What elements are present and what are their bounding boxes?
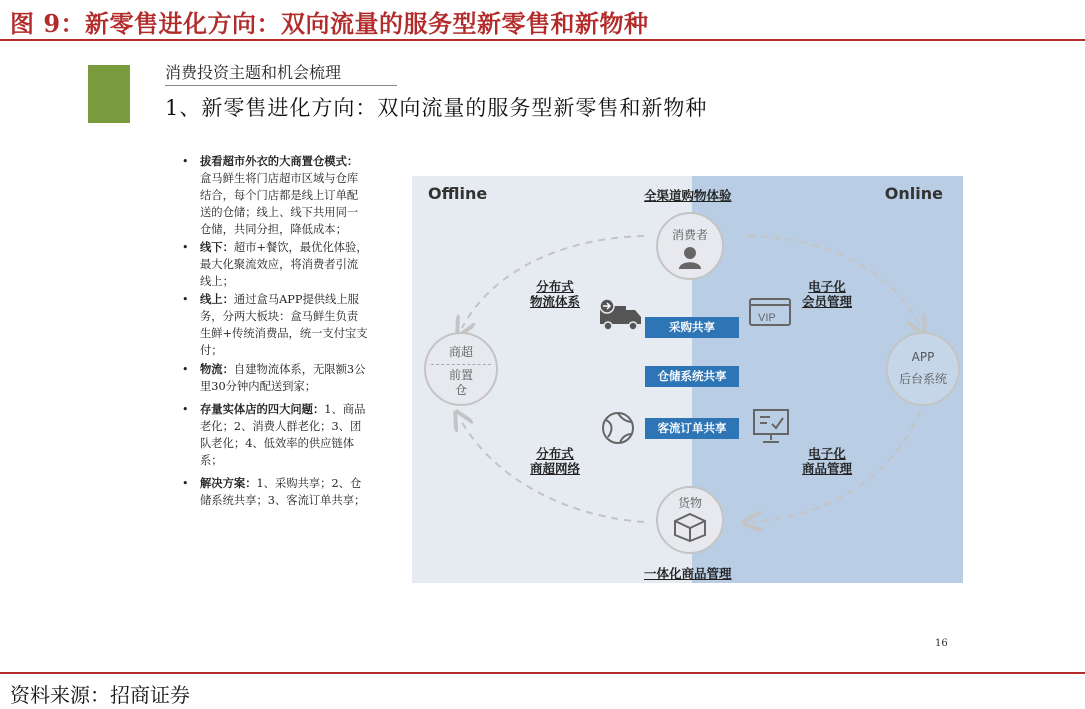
omnichannel-label: 全渠道购物体验: [644, 188, 732, 203]
bullet-bold: 线下：: [200, 240, 234, 254]
store-warehouse-node: [424, 332, 498, 406]
title-rule: [0, 39, 1085, 41]
bullet-item: [178, 239, 368, 290]
bullet-item: [178, 475, 368, 509]
bullet-text: 超市+餐饮，最优化体验，最大化聚流效应，将消费者引流线上；: [200, 241, 368, 288]
bullet-bold: 解决方案：: [200, 476, 257, 490]
bullet-dot-icon: •: [182, 293, 189, 306]
bullet-item: [178, 153, 368, 238]
bullet-text: 1、商品老化；2、消费人群老化；3、团队老化；4、低效率的供应链体系；: [200, 403, 366, 467]
vip-card-icon: [748, 297, 792, 327]
goods-node: [656, 486, 724, 554]
digital-goods-label: 电子化 商品管理: [802, 446, 853, 476]
page-number: 16: [935, 638, 948, 649]
bullet-text: 通过盒马APP提供线上服务，分两大板块：盒马鲜生负责生鲜+传统消费品，统一支付宝支付；: [200, 293, 368, 357]
bullet-bold: 拔看超市外衣的大商置仓模式：: [200, 154, 359, 168]
bullet-dot-icon: •: [182, 403, 189, 416]
bullet-item: [178, 401, 368, 469]
backend-label: 后台系统: [898, 372, 947, 386]
globe-icon: [600, 410, 636, 446]
slide-heading: 1、新零售进化方向：双向流量的服务型新零售和新物种: [165, 96, 708, 120]
goods-label: 货物: [677, 496, 702, 510]
bullet-bold: 存量实体店的四大问题：: [200, 402, 325, 416]
distributed-logistics-label: 分布式 物流体系: [530, 279, 581, 309]
consumer-label: 消费者: [671, 228, 708, 242]
slide-green-tag: [88, 65, 130, 123]
omnichannel-diagram: [412, 176, 963, 583]
app-label: APP: [911, 350, 935, 364]
bullet-dot-icon: •: [182, 477, 189, 490]
warehouse-label: 前置仓: [448, 368, 473, 397]
bullet-item: [178, 361, 368, 395]
order-monitor-icon: [752, 408, 790, 446]
bullet-list: [178, 153, 368, 510]
slide-kicker: 消费投资主题和机会梳理: [165, 63, 342, 82]
consumer-node: [656, 212, 724, 280]
source-note: 资料来源：招商证券: [10, 683, 190, 707]
integrated-goods-label: 一体化商品管理: [644, 566, 732, 581]
bullet-item: [178, 291, 368, 359]
delivery-truck-icon: [598, 298, 644, 332]
distributed-stores-label: 分布式 商超网络: [530, 446, 581, 476]
figure-title: 图 9：新零售进化方向：双向流量的服务型新零售和新物种: [10, 9, 649, 38]
digital-membership-label: 电子化 会员管理: [802, 279, 853, 309]
kicker-underline: [165, 85, 397, 86]
procurement-sharing-tag: 采购共享: [645, 317, 739, 338]
store-label: 商超: [448, 345, 473, 359]
bullet-text: 自建物流体系，无限额3公里30分钟内配送到家；: [200, 363, 366, 393]
bullet-text: 1、采购共享；2、仓储系统共享；3、客流订单共享；: [200, 477, 366, 507]
bullet-bold: 线上：: [200, 292, 234, 306]
bullet-dot-icon: •: [182, 363, 189, 376]
warehouse-system-sharing-tag: 仓储系统共享: [645, 366, 739, 387]
footer-rule: [0, 672, 1085, 674]
bullet-text: 盒马鲜生将门店超市区域与仓库结合，每个门店都是线上订单配送的仓储；线上、线下共用同一仓储，共同分担，降低成本；: [200, 172, 359, 236]
box-icon: [673, 512, 707, 542]
online-label: Online: [884, 184, 943, 203]
app-backend-node: [886, 332, 960, 406]
user-icon: [677, 246, 703, 270]
traffic-order-sharing-tag: 客流订单共享: [645, 418, 739, 439]
offline-label: Offline: [428, 184, 488, 203]
bullet-bold: 物流：: [200, 362, 234, 376]
bullet-dot-icon: •: [182, 241, 189, 254]
svg-text:VIP: VIP: [758, 312, 776, 324]
bullet-dot-icon: •: [182, 155, 189, 168]
